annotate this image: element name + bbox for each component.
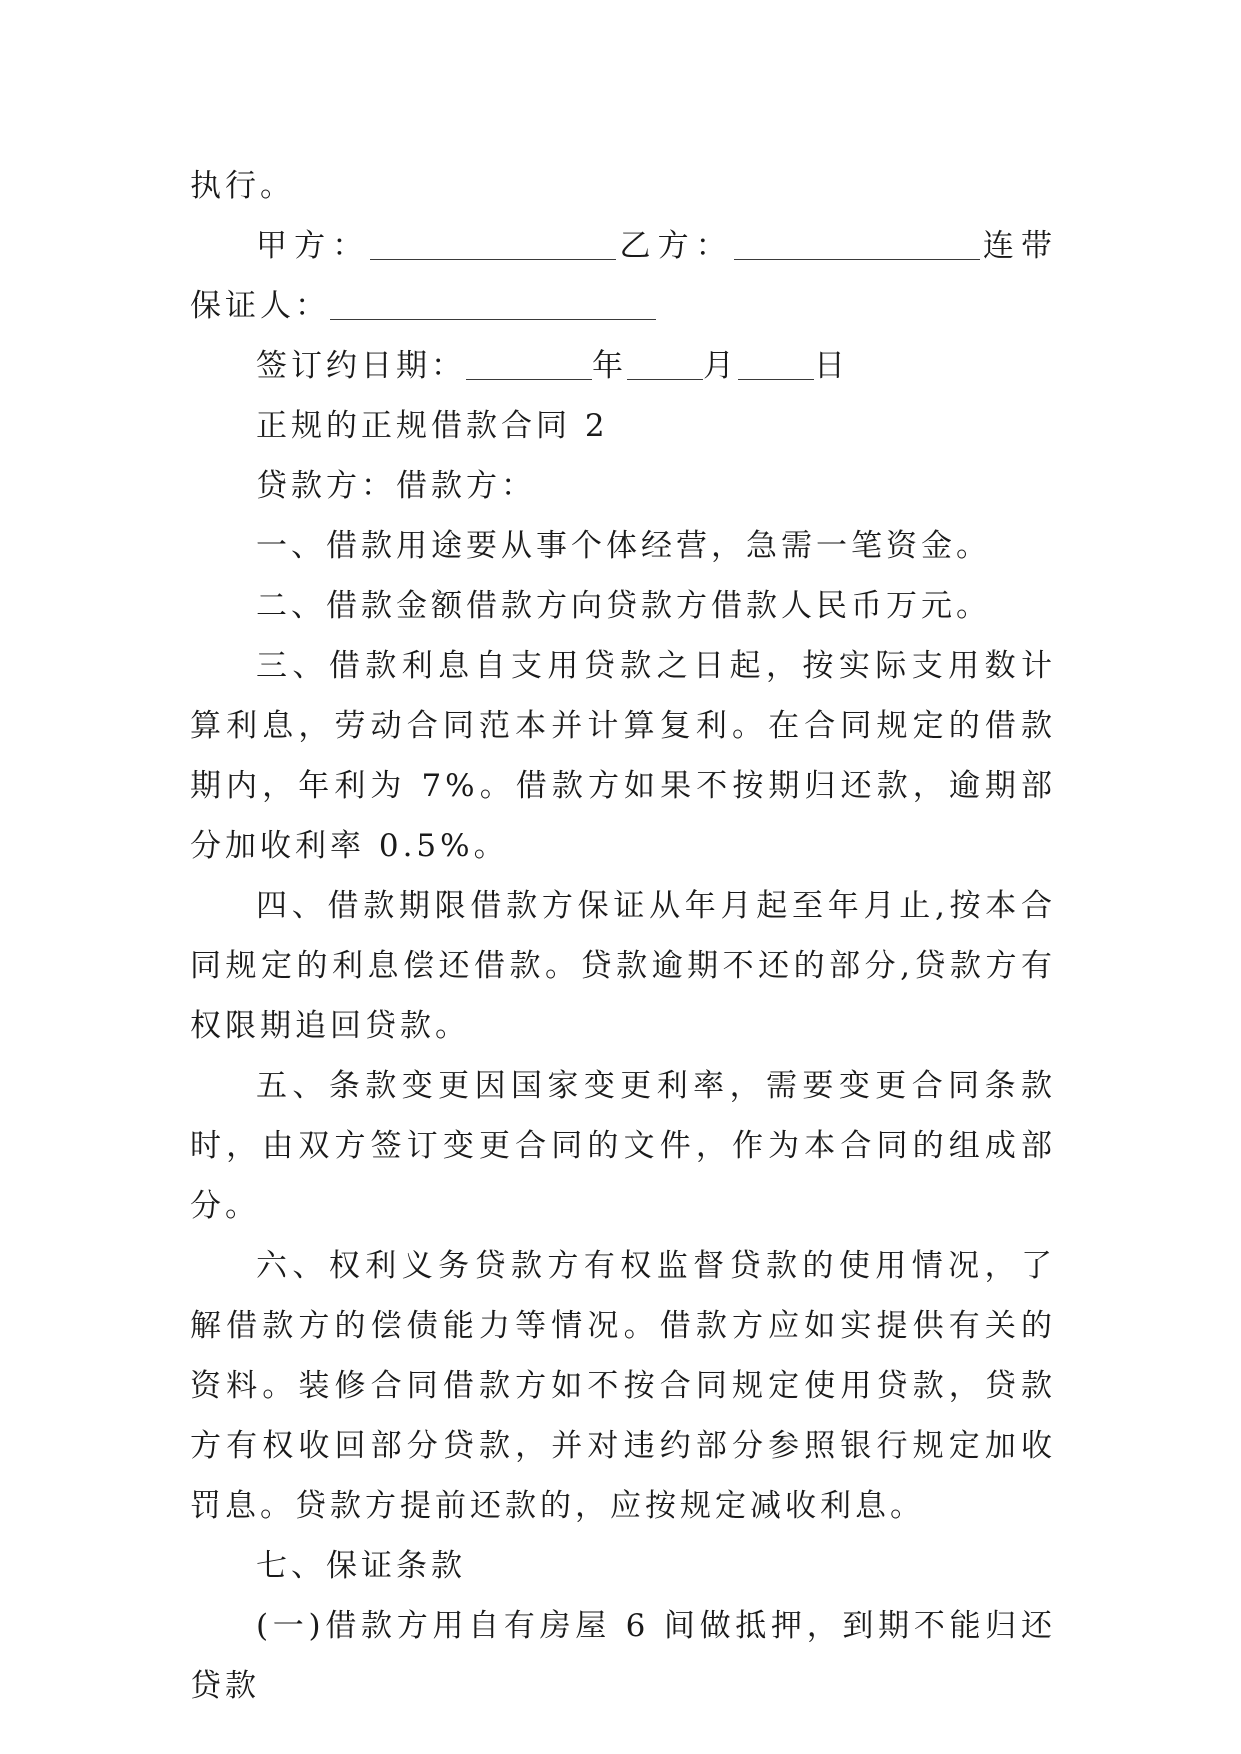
clause-7-1: (一)借款方用自有房屋 6 间做抵押，到期不能归还贷款 xyxy=(190,1608,1056,1704)
day-label: 日 xyxy=(814,348,849,384)
party-b-label: 乙方： xyxy=(616,228,734,264)
party-b-blank xyxy=(734,229,980,260)
clause-5: 五、条款变更因国家变更利率，需要变更合同条款时，由双方签订变更合同的文件，作为本合同的组成部分。 xyxy=(190,1068,1056,1224)
party-a-blank xyxy=(370,229,616,260)
clause-1: 一、借款用途要从事个体经营，急需一笔资金。 xyxy=(256,528,991,564)
month-label: 月 xyxy=(703,348,738,384)
sign-date-label: 签订约日期： xyxy=(256,348,466,384)
paragraph-continuation xyxy=(190,156,1056,216)
guarantor-label-part2: 证人： xyxy=(225,288,330,324)
guarantor-label-part1: 连带保 xyxy=(190,228,1057,324)
sign-date-line xyxy=(190,336,1056,396)
parties-line: 贷款方：借款方： xyxy=(256,468,536,504)
year-blank xyxy=(466,349,592,380)
continuation-text: 执行。 xyxy=(190,168,295,204)
document-body xyxy=(190,156,1056,1716)
signature-block xyxy=(190,216,1056,336)
party-a-label: 甲方： xyxy=(256,228,371,264)
day-blank xyxy=(738,349,814,380)
guarantor-blank xyxy=(330,289,656,320)
year-label: 年 xyxy=(592,348,627,384)
clause-4: 四、借款期限借款方保证从年月起至年月止,按本合同规定的利息偿还借款。贷款逾期不还的部分,贷款方有权限期追回贷款。 xyxy=(190,888,1056,1044)
clause-2: 二、借款金额借款方向贷款方借款人民币万元。 xyxy=(256,588,991,624)
clause-3: 三、借款利息自支用贷款之日起，按实际支用数计算利息，劳动合同范本并计算复利。在合同规定的借款期内，年利为 7%。借款方如果不按期归还款，逾期部分加收利率 0.5%。 xyxy=(190,648,1056,864)
month-blank xyxy=(627,349,703,380)
clause-6: 六、权利义务贷款方有权监督贷款的使用情况，了解借款方的偿债能力等情况。借款方应如实提供有关的资料。装修合同借款方如不按合同规定使用贷款，贷款方有权收回部分贷款，并对违约部分参照银行规定加收罚息。贷款方提前还款的，应按规定减收利息。 xyxy=(190,1248,1056,1524)
contract-title: 正规的正规借款合同 2 xyxy=(256,408,609,444)
clause-7: 七、保证条款 xyxy=(256,1548,466,1584)
